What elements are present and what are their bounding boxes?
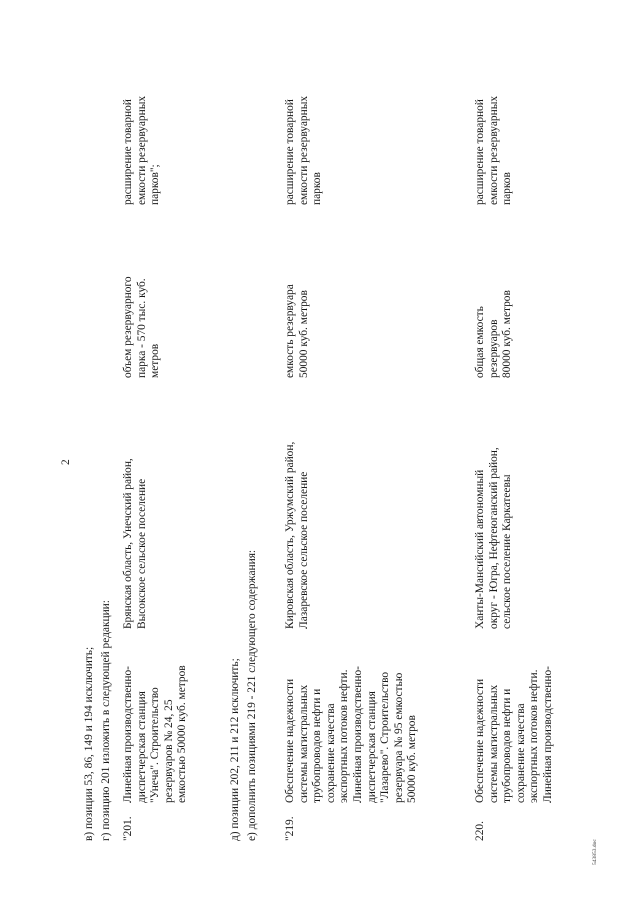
paragraph-d: д) позиции 202, 211 и 212 исключить; xyxy=(229,658,241,841)
paragraph-e: е) дополнить позициями 219 - 221 следующего содержания: xyxy=(246,549,258,841)
row-219-location: Кировская область, Уржумский район, Лазаревское сельское поселение xyxy=(284,441,310,629)
row-201-name: Линейная производственно- диспетчерская станция "Унеча". Строительство резервуаров № 24, 25 емкостью 50000 куб. метров xyxy=(122,665,189,803)
document-code: 543853.doc xyxy=(592,839,598,865)
row-201-location: Брянская область, Унечский район, Высокское сельское поселение xyxy=(122,458,148,629)
row-219-purpose: расширение товарной емкости резервуарных парков xyxy=(284,95,324,205)
row-219-name: Обеспечение надежности системы магистральных трубопроводов нефти и сохранение качества экспортных потоков нефти. Линейная производственно- диспетчерская станция "Лазарево". Строительство резервуара № 95 емкостью 50000 куб. метров xyxy=(284,666,419,803)
row-220-number: 220. xyxy=(474,821,486,841)
row-220-capacity: общая емкость резервуаров 80000 куб. метров xyxy=(474,290,514,378)
row-219-capacity: емкость резервуара 50000 куб. метров xyxy=(284,284,310,378)
row-220-location: Ханты-Мансийский автономный округ - Югра, Нефтеюганский район, сельское поселение Каркатеевы xyxy=(474,447,514,629)
row-201-purpose: расширение товарной емкости резервуарных парков"; xyxy=(122,95,162,205)
row-220-name: Обеспечение надежности системы магистральных трубопроводов нефти и сохранение качества экспортных потоков нефти. Линейная производственно- xyxy=(474,666,554,803)
row-201-capacity: объем резервуарного парка - 570 тыс. куб. метров xyxy=(122,276,162,378)
row-201-number: "201. xyxy=(122,816,134,841)
page-number: 2 xyxy=(60,459,72,465)
paragraph-g: г) позицию 201 изложить в следующей редакции: xyxy=(100,600,112,841)
row-220-purpose: расширение товарной емкости резервуарных парков xyxy=(474,95,514,205)
paragraph-v: в) позиции 53, 86, 149 и 194 исключить; xyxy=(83,646,95,841)
row-219-number: "219. xyxy=(284,816,296,841)
